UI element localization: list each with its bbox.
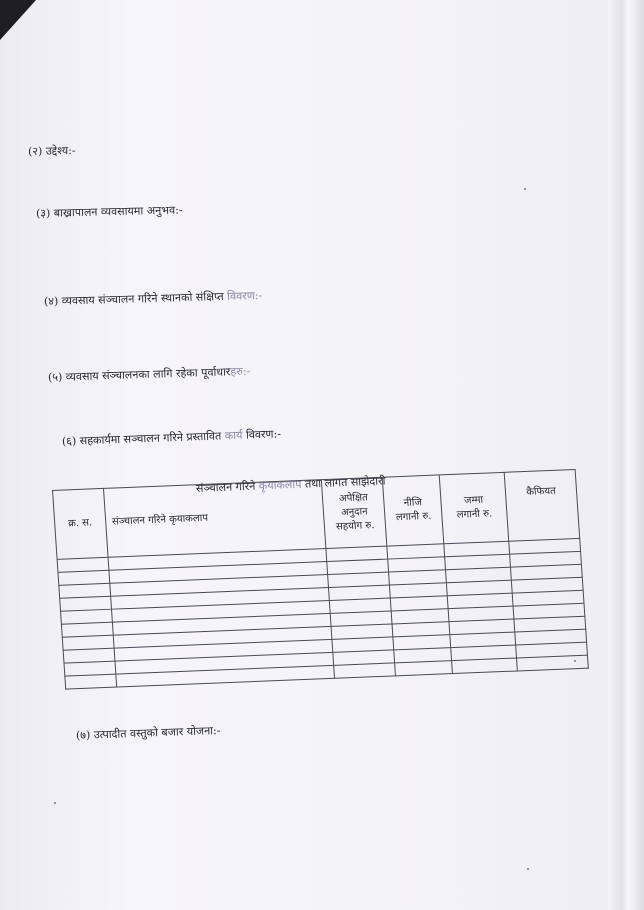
scan-corner-shadow (0, 0, 36, 40)
cost-sharing-table-wrap (52, 469, 590, 700)
table-body (57, 538, 588, 689)
cost-sharing-table (52, 469, 589, 690)
header-total-line-2: लगानी रु. (456, 508, 493, 521)
table-caption-part-b: तथा लागत साझेदारी (301, 474, 386, 491)
header-grant-line-2: अनुदान (340, 506, 369, 519)
header-own-investment (383, 475, 444, 546)
section-7-label: (७) उत्पादीत वस्तुको बजार योजना:- (75, 723, 221, 742)
section-6-proposed-work (62, 426, 281, 449)
table-caption-part-a: संञ्चालन गरिने (195, 479, 260, 495)
section-5-label: (५) व्यवसाय संञ्चालनका लागि रहेका पूर्वाधार (47, 365, 231, 384)
header-activity: संञ्चालन गरिने कृयाकलाप (103, 480, 326, 558)
table-cell (452, 658, 518, 674)
table-cell (517, 655, 589, 671)
header-total-line-1: जम्मा (463, 494, 484, 507)
table-cell (65, 674, 117, 689)
scan-speck (524, 188, 526, 190)
section-5-label-faint: हरु:- (230, 364, 251, 379)
section-3-label: (३) बाख्रापालन व्यवसायमा अनुभव:- (35, 203, 183, 220)
section-6-label-faint: कार्य (224, 428, 243, 443)
section-2-objective (28, 143, 76, 159)
section-4-location (44, 288, 263, 309)
table-cell (395, 661, 453, 676)
table-caption-faint: कृयाकलाप (258, 477, 302, 493)
header-expected-grant (322, 477, 387, 548)
table-cell (334, 663, 396, 678)
section-2-label: (२) उद्देश्य:- (27, 144, 76, 158)
header-total-investment (439, 472, 508, 543)
header-own-line-2: लगानी रु. (395, 510, 432, 524)
scan-speck (574, 660, 576, 662)
header-own-line-1: नीजि (403, 497, 423, 509)
section-3-experience (36, 202, 183, 221)
header-grant-line-3: सहयोग रु. (335, 520, 375, 533)
section-5-infrastructure (48, 364, 251, 385)
section-6-label: (६) सहकार्यमा सञ्चालन गरिने प्रस्तावित (61, 429, 226, 448)
section-4-label: (४) व्यवसाय संञ्चालन गरिने स्थानको संक्षिप्त (43, 289, 224, 308)
section-6-label-end: विवरण:- (242, 427, 282, 442)
section-4-label-faint: विवरण:- (223, 288, 263, 303)
section-7-market-plan (76, 723, 221, 743)
header-remarks: कैफियत (504, 469, 579, 541)
header-grant-line-1: अपेक्षित (338, 492, 369, 505)
header-serial-number: क्र. स. (53, 488, 108, 559)
scan-speck (54, 802, 56, 804)
scan-edge-shadow (608, 0, 644, 910)
scan-speck (527, 868, 529, 870)
